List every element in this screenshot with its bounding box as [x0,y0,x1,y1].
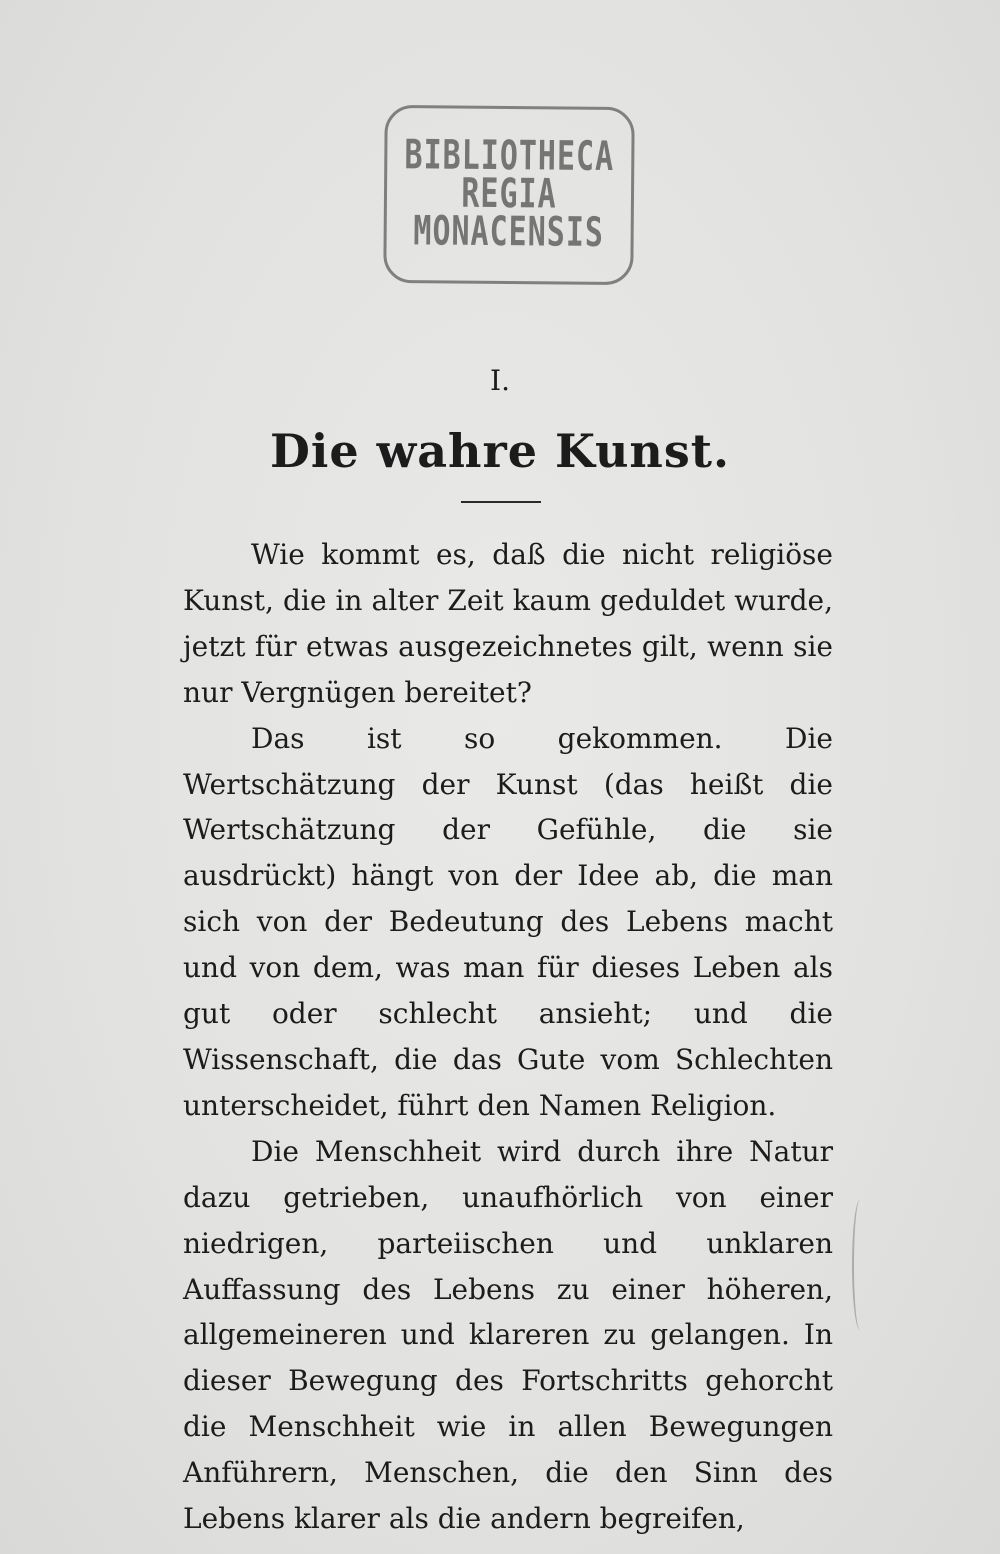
paragraph-1: Wie kommt es, daß die nicht religiöse Kunst, die in alter Zeit kaum geduldet wurde, jetzt für etwas ausgezeichnetes gilt, wenn sie nur Vergnügen bereitet? [183,538,833,709]
body-text [183,532,833,1542]
margin-pencil-mark [852,1200,868,1330]
chapter-title: Die wahre Kunst. [269,424,731,478]
paragraph-3: Die Menschheit wird durch ihre Natur dazu getrieben, unaufhörlich von einer niedrigen, parteiischen und unklaren Auffassung des Lebens zu einer höheren, allgemeineren und klareren zu gelangen. In dieser Bewegung des Fortschritts gehorcht die Menschheit wie in allen Bewegungen Anführern, Menschen, die den Sinn des Lebens klarer als die andern begreifen, [183,1134,833,1536]
stamp-line-1: BIBLIOTHECA [404,131,615,181]
chapter-number: I. [490,364,510,397]
stamp-line-3: MONACENSIS [413,207,605,257]
stamp-line-2: REGIA [461,170,557,219]
title-rule [461,501,541,503]
library-stamp [383,105,635,285]
paragraph-2: Das ist so gekommen. Die Wertschätzung der Kunst (das heißt die Wertschätzung der Gefühle, die sie ausdrückt) hängt von der Idee ab, die man sich von der Bedeutung des Lebens macht und von dem, was man für dieses Leben als gut oder schlecht ansieht; und die Wissenschaft, die das Gute vom Schlechten unterscheidet, führt den Namen Religion. [183,721,833,1122]
